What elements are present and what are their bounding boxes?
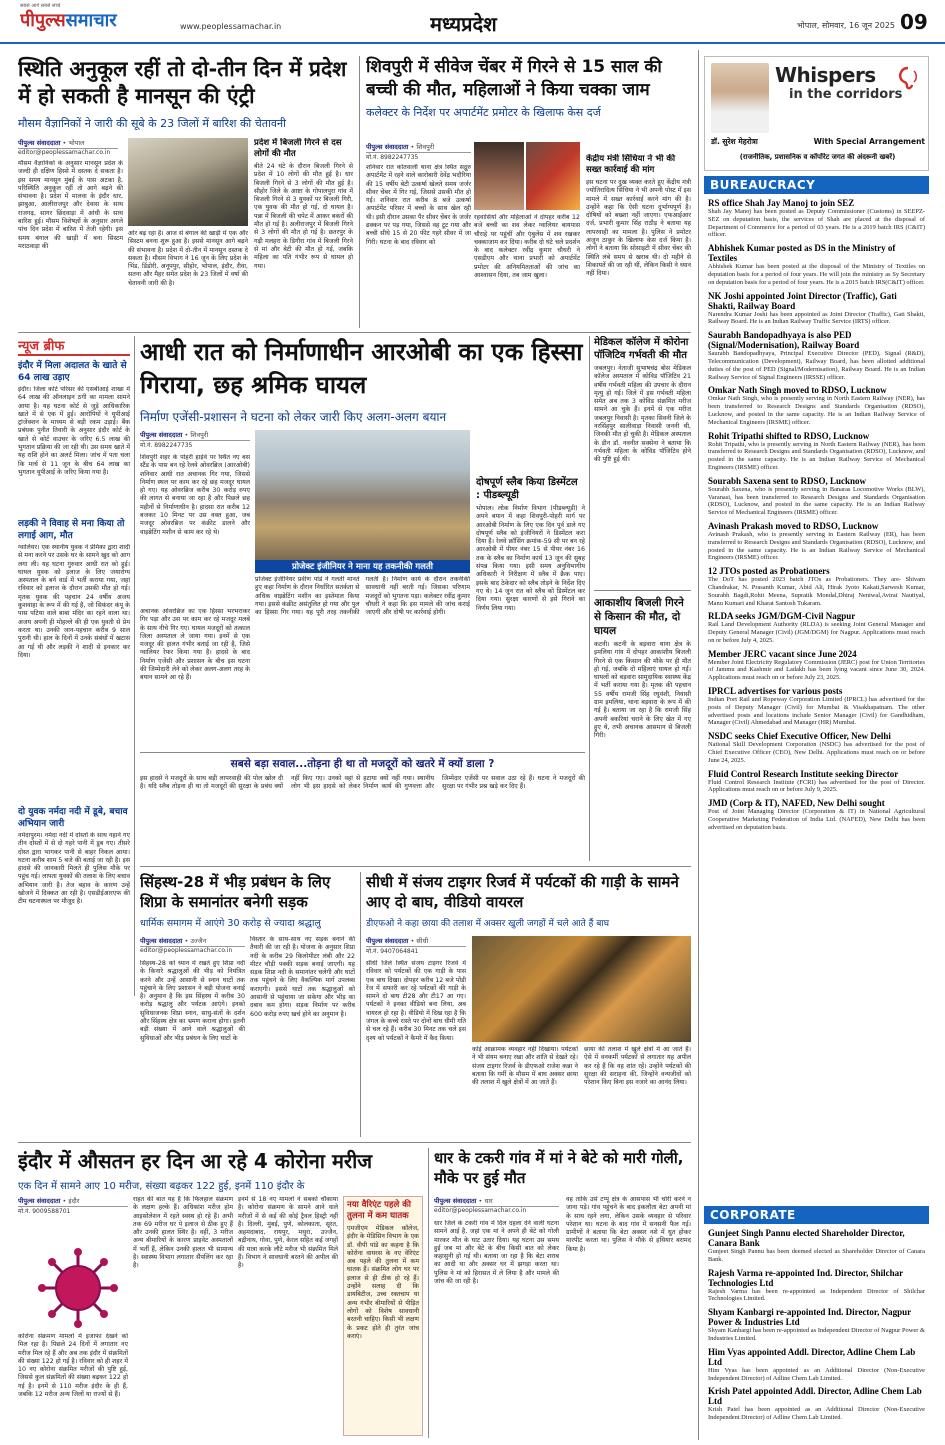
monsoon-story — [18, 56, 353, 328]
dhar-byline: पीपुल्स संवाददाता • धार — [434, 1196, 559, 1207]
shivpuri-body-1: शनिवार रात कोतवाली थाना क्षेत्र स्थित सद्गुरु अपार्टमेंट में रहने वाले कारोबारी देवेंद्र भदौरिया की 15 वर्षीय बेटी उत्कर्षा खेलते समय जर्जर सीवर चेंबर में गिर गई, जिससे उसकी मौत हो गई। शनिवार रात करीब 8 बजे उत्कर्षा अपार्टमेंट परिसर में बच्चों के साथ खेल रही थी। इसी दौरान उसका पैर सीवर चेंबर के जर्जर ढक्कन पर पड़ गया, जिससे वह टूट गया और बच्ची सीधे 15 से 20 फीट गहरे सीवर में जा गिरी। घटना के बाद रविवार को — [366, 164, 471, 246]
byline-author: पीपुल्स संवाददाता — [366, 143, 409, 151]
bureaucracy-item-head: Sourabh Saxena sent to RDSO, Lucknow — [708, 475, 867, 486]
corporate-item-head: Rajesh Varma re-appointed Ind. Director, Shilchar Technologies Ltd — [708, 1267, 903, 1288]
monsoon-subhead: मौसम वैज्ञानिकों ने जारी की सूबे के 23 जिलों में बारिश की चेतावनी — [18, 117, 286, 130]
corporate-section — [704, 1206, 929, 1440]
pwd-sidebar-title: दोषपूर्ण स्लैब किया डिस्मेंटल : पीडब्ल्यूडी — [476, 477, 578, 501]
byline-place: भोपाल — [68, 139, 85, 147]
engineer-caption: प्रोजेक्ट इंजीनियर ने माना यह तकनीकी गलती — [255, 560, 470, 573]
corporate-item-head: Krish Patel appointed Addl. Director, Adline Chem Lab Ltd — [708, 1386, 922, 1407]
rob-subhead: निर्माण एजेंसी-प्रशासन ने घटना को लेकर जारी किए अलग-अलग बयान — [140, 410, 447, 424]
corporate-list — [704, 1228, 929, 1422]
page-number: 09 — [900, 10, 928, 34]
byline-place: शिवपुरी — [190, 431, 209, 439]
tiger-headline: सीधी में संजय टाइगर रिजर्व में पर्यटकों की गाड़ी के सामने आए दो बाघ, वीडियो वायरल — [366, 873, 679, 911]
covid-pregnant-story — [594, 336, 691, 576]
bureaucracy-item-body: Narendra Kumar Joshi has been appointed as Joint Director (Traffic), Gati Shakti, Railway Board. He is an Indian Railway Traffic Service (IRTS) officer. — [708, 310, 925, 326]
website-link[interactable]: www.peoplessamachar.in — [180, 22, 282, 31]
bureaucracy-item-head: Fluid Control Research Institute seeking Director — [708, 768, 899, 779]
simhastha-byline: पीपुल्स संवाददाता • उज्जैन — [140, 936, 245, 947]
big-question-box — [140, 752, 585, 857]
brief-3-title: दो युवक नर्मदा नदी में डूबे, बचाव अभियान जारी — [18, 807, 128, 829]
brief-2-body: ग्वालियर। एक स्थानीय युवक ने प्रेमिका द्वारा शादी से मना करने पर उसके घर के सामने खुद को आग लगा ली। यह घटना गुरुवार आधी रात को हुई। घायल युवक को इलाज के लिए जयारोग्य अस्पताल के बर्न वार्ड में भर्ती कराया गया, जहां रविवार को इलाज के दौरान उसकी मौत हो गई। मृतक युवक की पहचान 24 वर्षीय अजय कुशवाहा के रूप में की गई है, जो सिकंदर कंपू के पास पटिया वाले बाबा मंदिर का रहने वाला था। अजय अपनी ही मोहल्ले की ही एक युवती से प्रेम करता था। उनकी जान-पहचान करीब 9 साल पुरानी थी। हाल के दिनों में उनके संबंधों में खटास आ गई थी और लड़की ने शादी से इनकार कर दिया। — [18, 544, 130, 659]
indore-covid-subhead: एक दिन में सामने आए 10 मरीज, संख्या बढ़कर 122 हुई, इनमें 110 इंदौर के — [18, 1181, 305, 1192]
corporate-item-body: Shyam Kanbargi has been re-appointed as Independent Director of Nagpur Power & Industries Limited. — [708, 1327, 925, 1342]
tiger-body-3: छाया की तलाश में खुले क्षेत्रों में आ जाते हैं। ऐसे में वनकर्मी पर्यटकों से लगातार यह अपील कर रहे हैं कि वह शांत रहें। उन्होंने पर्यटकों की सुरक्षा की सराहना की, जिन्होंने वन्यजीवों को परेशान किए बिना इस नजारे का आनंद लिया। — [584, 1046, 691, 1087]
byline-author: पीपुल्स संवाददाता — [18, 139, 61, 147]
covid-pregnant-body: जबलपुर। नेताजी सुभाषचंद्र बोस मेडिकल कॉलेज अस्पताल में कोविड पॉजिटिव 21 वर्षीय गर्भवती महिला की उपचार के दौरान मृत्यु हो गई। जिले में इस गर्भवती महिला समेत अब तक 3 कोविड संक्रमित मरीज सामने आ चुके हैं। इनमें से एक मरीज जबलपुर निवासी है। मृतका सिवनी जिले के नरसिंहपुर सालीवाड़ा निवासी जननी थी, जिनकी मौत हो चुकी है। मेडिकल अस्पताल के डीन डॉ. नवनीत सक्सेना ने बताया कि गर्भवती महिला के कोविड पॉजिटिव होने की पुष्टि हुई थी। — [594, 365, 691, 464]
monsoon-body-1: मौसम वैज्ञानिकों के अनुसार मानसून प्रदेश के जल्दी ही दक्षिण हिस्से में दस्तक दे सकता है। इस समय मानसून मुंबई के पास अटका है, परिस्थिति अनुकूल रहीं तो आगे बढ़ने की संभावना है। प्रदेश में मालवा के इंदौर धार, झाबुआ, आलीराजपुर और देवास के साथ राजगढ़, सागर छिंदवाड़ा में आंधी के साथ बारिश हुई। मौसम विशेषज्ञों के अनुसार अगले पांच दिन प्रदेश में बारिश में तेजी रहेगी। इस समय बंगाल की खाड़ी में बना सिस्टम मराठवाड़ा की — [18, 160, 123, 250]
scindia-sidebar — [586, 154, 691, 326]
bureaucracy-item-head: Member JERC vacant since June 2024 — [708, 648, 857, 659]
tigers-photo — [472, 936, 691, 1042]
byline-author: पीपुल्स संवाददाता — [18, 1197, 61, 1205]
dhar-email: editor@peoplessamachar.co.in — [434, 1207, 527, 1214]
dateline: भोपाल, सोमवार, 16 जून 2025 — [797, 21, 895, 30]
byline-author: पीपुल्स संवाददाता — [434, 1197, 477, 1205]
monsoon-byline: पीपुल्स संवाददाता • भोपाल — [18, 138, 118, 149]
rob-mobile: मो.नं. 8982247735 — [140, 442, 193, 449]
whispers-title: Whispers — [775, 63, 876, 87]
lightning-sidebar-body: बीते 24 घंटे के दौरान बिजली गिरने से प्रदेश में 10 लोगों की मौत हुई है। धार बिजली गिरने से 3 लोगों की मौत हुई है। सीहोर जिले के आष्टा के गोपालपुरा गांव में बिजली गिरने से 3 युवकों पर बिजली गिरी, एक युवक की मौत हो गई, दो घायल है। पन्ना में बिजली की चपेट में आकर बकरों की मौत हो गई है। अलीराजपुर में बिजली गिरने से 3 लोगों की मौत हो गई है। छतरपुर के गढ़ी मलहरा के डिगौरा गांव में बिजली गिरने से मां और बेटी की मौत हो गई, जबकि महिला का पति गंभीर रूप से घायल हो गया। — [254, 163, 353, 270]
bureaucracy-list — [704, 198, 929, 832]
brand-right: समाचार — [65, 10, 117, 31]
indore-covid-headline: इंदौर में औसतन हर दिन आ रहे 4 कोरोना मरीज — [18, 1149, 373, 1173]
farmer-lightning-story — [594, 596, 691, 861]
dhar-body-2: वह ताकि उसे टप्पू क्षेत्र के आसपास भी चोरी करने न जाना पड़े। गांव पहुंचने के बाद इकलौता बेटा अपनी मां के साथ रहने लगा, लेकिन उसके व्यवहार से परिवार परेशान था। घटना के बाद गांव में सनसनी फैल गई। ग्रामीणों ने बताया कि बेटा अक्सर नशे में धुत होकर मारपीट करता था। पुलिस ने मौके से हथियार बरामद किया है। — [566, 1196, 691, 1253]
byline-author: पीपुल्स संवाददाता — [140, 431, 183, 439]
bureaucracy-item-body: Avinash Prakash, who is presently serving in Eastern Railway (ER), has been transferred to Research Designs and Standards Organisation (RDSO), Lucknow, and posted in the same capacity. He is an Indian Railway Service of Mechanical Engineers (IRSME) officer. — [708, 530, 925, 562]
bureaucracy-item-head: Omkar Nath Singh moved to RDSO, Lucknow — [708, 385, 887, 396]
shivpuri-headline: शिवपुरी में सीवेज चेंबर में गिरने से 15 साल की बच्ची की मौत, महिलाओं ने किया चक्का जाम — [366, 57, 662, 100]
rob-body-1: शिवपुरी शहर के पोहरी हाईवे पर स्थित नए बस स्टैंड के पास बन रहे रेलवे ओवरब्रिज (आरओबी) शनिवार आधी रात अचानक गिर गया, जिससे निर्माण स्थल पर काम कर रहे छह मजदूर घायल हो गए। यह ओवरब्रिज करीब 30 करोड़ रुपए की लागत से बनाया जा रहा है और पिछले छह महीनों से निर्माणाधीन है। हादसा रात करीब 12 बजकर 10 मिनट पर उस वक्त हुआ, जब मजदूर ओवरब्रिज पर कंक्रीट डालने और वाइब्रेटिंग मशीन से काम कर रहे थे। — [140, 454, 250, 536]
author-photo — [711, 63, 769, 133]
bureaucracy-item-head: RLDA seeks JGM/DGM-Civil Nagpur — [708, 611, 856, 622]
variant-box — [343, 1196, 423, 1436]
corporate-item-body: Gunjeet Singh Pannu has been deemed elected as Shareholder Director of Canara Bank. — [708, 1248, 925, 1263]
brand-tagline: सबसे आगे सबसे सच्चे — [20, 3, 61, 9]
brief-3-body: नर्मदापुरम। नर्मदा नदी में दोस्तों के साथ नहाने गए तीन दोस्तों में से दो गहरे पानी में डूब गए। तीसरे दोस्त द्वारा भागकर पानी से बाहर निकल आया। घटना करीब शाम 5 बजे की बताई जा रही है। इस हादसे की जानकारी मिलते ही पुलिस मौके पर पहुंच गई। लापता युवकों की तलाश के लिए बचाव अभियान जारी है। तेज बहाव के कारण उन्हें खोजने में दिक्कत आ रही है। एसडीईआरएफ की टीम घटनास्थल पर मौजूद है। — [18, 832, 130, 906]
indore-covid-story — [18, 1148, 423, 1438]
bureaucracy-label: BUREAUCRACY — [704, 176, 929, 194]
bureaucracy-item-head: Abhishek Kumar posted as DS in the Ministry of Textiles — [708, 243, 896, 264]
news-brief-label: न्यूज ब्रीफ — [18, 336, 130, 356]
rob-engineer-body: प्रोजेक्ट इंजीनियर प्रवीण पांडे ने गलती मानते हुए कहा निर्माण के दौरान निर्धारित सतर्कता से अधिक वाइब्रेटिंग मशीन का इस्तेमाल किया गया। इससे कंक्रीट असंतुलित हो गया और पुल का हिस्सा गिर गया। यह पूरी तरह तकनीकी गलती है। निर्माण कार्य के दौरान तकनीकी सावधानी नहीं बरती गई। जिसका परिणाम मजदूरों को भुगतना पड़ा। कलेक्टर रवींद्र कुमार चौधरी ने कहा कि इस मामले की जांच कराई जाएगी और दोषी पर कार्रवाई होगी। — [255, 576, 470, 617]
bureaucracy-item-body: Saurabh Bandopadhyaya, Principal Executive Director (PED), Signal (R&D), Telecommunication (Development), Railway Board, has been allotted additional duties of the post of PED (Signal/Modernisation), Railway Board. He is an Indian Railway Service of Signal Engineers (IRSSE) officer. — [708, 350, 925, 381]
covid-pregnant-title: मेडिकल कॉलेज में कोरोना पॉजिटिव गर्भवती की मौत — [594, 337, 689, 361]
shivpuri-byline: पीपुल्स संवाददाता • शिवपुरी — [366, 142, 471, 153]
rob-story — [140, 336, 585, 861]
byline-place: सीधी — [416, 937, 429, 945]
simhastha-headline: सिंहस्थ-28 में भीड़ प्रबंधन के लिए शिप्रा के समानांतर बनेगी सड़क — [140, 873, 331, 911]
byline-place: शिवपुरी — [416, 143, 435, 151]
indore-covid-byline: पीपुल्स संवाददाता • इंदौर — [18, 1196, 128, 1207]
bureaucracy-item-head: NSDC seeks Chief Executive Officer, New Delhi — [708, 731, 891, 742]
whisper-ear-icon — [895, 65, 921, 91]
simhastha-body-1: सिंहस्थ-28 को ध्यान में रखते हुए शिप्रा नदी के किनारे श्रद्धालुओं की भीड़ को नियंत्रित करने और उन्हें आसानी से स्नान घाटों तक पहुंचाने के लिए प्रशासन ने बड़ी योजना बनाई है। अनुमान है कि इस सिंहस्थ में करीब 30 करोड़ श्रद्धालु और पर्यटक आएंगे। इनको सुविधाजनक शिप्रा स्नान, साधु-संतों के दर्शन और सिंहस्थ क्षेत्र का भ्रमण कराना होगा। इतनी बड़ी संख्या में आने वाले श्रद्धालुओं की सुविधाओं और भीड़ प्रबंधन के लिए घाटों के — [140, 960, 245, 1042]
whispers-tagline: (राजनीतिक, प्रशासनिक व कॉर्पोरेट जगत की अंदरूनी खबरें) — [739, 153, 896, 161]
shivpuri-body-2: रहवासियों और महिलाओं ने दोपहर करीब 12 बजे बच्ची का शव लेकर ग्वालियर बायपास चौराहे पर पहुंचीं और एंबुलेंस में शव रखकर चक्काजाम कर दिया। करीब दो घंटे चले प्रदर्शन के बाद कलेक्टर रवींद्र कुमार चौधरी ने एसडीएम और थाना प्रभारी को अपार्टमेंट प्रमोटर की अनियमितताओं की जांच का आश्वासन दिया, तब जाम खुला। — [474, 214, 580, 280]
collapsed-bridge-photo — [255, 430, 470, 560]
simhastha-body-2: विस्तार के साथ-साथ नए सड़क बनाने की तैयारी की जा रही है। योजना के अनुसार शिप्रा नदी के करीब 29 किलोमीटर लंबी और 22 मीटर चौड़ी पक्की सड़क बनाई जाएगी। यह सड़क शिप्रा नदी के समानांतर चलेगी और घाटों तक पहुंचने के लिए वैकल्पिक मार्ग उपलब्ध कराएगी। इससे घाटों तक श्रद्धालुओं को आसानी से पहुंचाया जा सकेगा और भीड़ का दबाव कम होगा। सड़क निर्माण पर करीब 600 करोड़ रुपए खर्च होने का अनुमान है। — [250, 936, 355, 1018]
tiger-body-1: सीधी जिले स्थित संजय टाइगर रिजर्व में रविवार को पर्यटकों की एक गाड़ी के पास एक बाघ दिखा। दोपहर करीब 12 बजे पोंडी रेंज में सफारी कर रहे पर्यटकों की गाड़ी के सामने दो बाघ टी28 और टी17 आ गए। पर्यटकों ने इनका वीडियो बना लिया, अब वायरल हो रहा है। वीडियो में दिख रहा है कि जंगल के कच्चे रास्ते पर दोनों बाघ धीमी गति से चल रहे हैं। करीब 30 मिनट तक चले इस दृश्य को पर्यटकों ने कैमरे में कैद किया। — [366, 960, 466, 1042]
big-question-body: इस हादसे ने मजदूरों के साथ बड़ी लापरवाही की पोल खोल दी है। यदि स्लैब तोड़ना ही था तो मजदूरों की सुरक्षा के प्रबंध क्यों नहीं किए गए। उनको वहां से हटाया क्यों नहीं गया। स्थानीय लोग भी इस हादसे को लेकर निर्माण कार्य की गुणवत्ता और जिम्मेदार एजेंसी पर सवाल उठा रहे हैं। घटना ने मजदूरों की सुरक्षा पर गंभीर प्रश्न खड़े कर दिए हैं। — [140, 775, 585, 791]
bureaucracy-item-body: Omkar Nath Singh, who is presently serving in North Eastern Railway (NER), has been transferred to Research Designs and Standards Organisation (RDSO), Lucknow, and posted in the same capacity. He is an Indian Railway Service of Mechanical Engineers (IRSME) officer. — [708, 395, 925, 426]
farmer-lightning-body: कटनी। कटनी के बड़वारा थाना क्षेत्र के इमलिया गांव में दोपहर आकाशीय बिजली गिरने से एक किसान की मौके पर ही मौत हो गई, जबकि दो महिलाएं घायल हो गईं। घायलों को बड़वारा सामुदायिक स्वास्थ्य केंद्र में भर्ती कराया गया है। मृतक की पहचान 55 वर्षीय रामजी सिंह रघुवंशी, निवासी ग्राम इमलिया, थाना बड़वारा के रूप में की गई है। बताया जा रहा है कि रामजी सिंह अपनी बकरियां चराने के लिए खेत में गए हुए थे, तभी अचानक आसमान से बिजली गिरी। — [594, 641, 691, 740]
whispers-author: डॉ. सुरेश मेहरोत्रा — [711, 137, 758, 146]
shivpuri-mobile: मो.नं. 8982247735 — [366, 154, 419, 161]
bureaucracy-item-head: 12 JTOs posted as Probationers — [708, 566, 830, 577]
bureaucracy-item-body: The DoT has posted 2023 batch JTOs as Probationers. They are- Shivam Chandrakar, N. Prasanth Kumar, Abid Ali, Hirak Jyoto Kakati,Sarwesh Kumar, Sourabh Bagdi,Rohit Meena, Supratik Mondal,Dhiraj Neniwal,Avirat Nautiyal, Manu Kumari and Kharat Santosh Tukaram. — [708, 576, 925, 607]
lightning-sidebar-title: प्रदेश में बिजली गिरने से दस लोगों की मौत — [254, 138, 342, 159]
lightning-sidebar — [254, 138, 353, 328]
whispers-arrangement: With Special Arrangement — [813, 137, 925, 146]
virus-illustration — [38, 1248, 118, 1328]
corporate-label: CORPORATE — [704, 1206, 929, 1224]
bureaucracy-item-head: IPRCL advertises for various posts — [708, 686, 843, 697]
tiger-byline: पीपुल्स संवाददाता • सीधी — [366, 936, 466, 947]
byline-place: धार — [484, 1197, 493, 1205]
bureaucracy-item-body: Post of Joint Managing Director (Corporation & IT) in National Agricultural Cooperative Marketing Federation of India Ltd. (NAFED), New Delhi has been advertised on deputation basis. — [708, 808, 925, 831]
bureaucracy-item-body: Shah Jay Manoj has been posted as Deputy Commissioner (Customs) in SEEPZ-SEZ on deputation basis, the services of Shah are placed at the disposal of Department of Commerce for a period of 03 years. He is a 2019 batch IRS (C&IT) officer. — [708, 208, 925, 239]
bureaucracy-item-head: Saurabh Bandopadhyaya is also PED (Signal/Modernisation), Railway Board — [708, 330, 860, 351]
bureaucracy-item-body: National Skill Development Corporation (NSDC) has advertised for the post of Chief Executive Officer (CEO), New Delhi. Applications must reach on or before June 24, 2025. — [708, 741, 925, 764]
byline-place: इंदौर — [68, 1197, 80, 1205]
byline-author: पीपुल्स संवाददाता — [366, 937, 409, 945]
pwd-sidebar-body: भोपाल। लोक निर्माण विभाग (पीडब्ल्यूडी) ने अपने बयान में कहा शिवपुरी-पोहरी मार्ग पर आरओबी निर्माण के लिए एक दिन पूर्व डाले गए दोषपूर्ण स्लैब को इंजीनियरों ने डिस्मेंटल करा दिया है। रेलवे क्रॉसिंग क्रमांक-59 सी पर बन रहे आरओबी में पीयर नंबर 15 से पीयर नंबर 16 तक के स्लैब का निर्माण कार्य 13 जून की सुबह संपन्न किया गया। इसी समय अनुविभागीय अधिकारी ने निरीक्षण में स्लैब में क्रैक पाए। इसके बाद ठेकेदार को स्लैब तोड़ने के निर्देश दिए गए थे। 14 जून रात को स्लैब को डिस्मेंटल कर दिया गया। सुरक्षा कारणों से इसे गिराने का निर्णय लिया गया। — [476, 505, 585, 612]
bureaucracy-item-body: Abhishek Kumar has been posted at the disposal of the Ministry of Textiles on deputation basis for a period of four years. He will join the ministry as Sy Secretary on deputation basis for a period of four years. He is a 2015 batch IRS(C&IT) officer. — [708, 263, 925, 286]
simhastha-subhead: धार्मिक समागम में आएंगे 30 करोड़ से ज्यादा श्रद्धालु — [140, 918, 321, 929]
scindia-sidebar-title: केंद्रीय मंत्री सिंधिया ने भी की सख्त कार्रवाई की मांग — [586, 154, 676, 175]
rob-headline: आधी रात को निर्माणाधीन आरओबी का एक हिस्सा गिराया, छह श्रमिक घायल — [140, 338, 583, 399]
news-brief-column — [18, 336, 130, 996]
bureaucracy-item-head: Rohit Tripathi shifted to RDSO, Lucknow — [708, 430, 870, 441]
dhar-body-1: धार जिले के टकरी गांव में दिल दहला देने वाली घटना सामने आई है, जहां एक मां ने अपने ही बेटे को गोली मारकर मौत के घाट उतार दिया। यह घटना उस समय हुई जब मां और बेटे के बीच किसी बात को लेकर कहासुनी हो गई थी। बताया जा रहा है कि बेटा शराब का आदी था और अक्सर घर में झगड़ा करता था। पुलिस ने मां को हिरासत में ले लिया है और मामले की जांच की जा रही है। — [434, 1220, 559, 1286]
whispers-header — [704, 56, 929, 171]
corporate-item-head: Shyam Kanbargi re-appointed Ind. Director, Nagpur Power & Industries Ltd — [708, 1307, 911, 1328]
bureaucracy-item-body: Indian Port Rail and Ropeway Corporation Limited (IPRCL) has advertised for the posts of Deputy Manager (Civil) for Mumbai & Visakhapatnam. The other advertised posts and locations include Senior Manager (Civil) for Gandhidham, Manager (Civil) Ahmedabad and Manager (HR) Mumbai. — [708, 696, 925, 727]
monsoon-email: editor@peoplessamachar.co.in — [18, 149, 111, 156]
simhastha-email: editor@peoplessamachar.co.in — [140, 947, 233, 954]
tiger-body-2: कोई आक्रामक व्यवहार नहीं दिखाया। पर्यटकों ने भी संयम बनाए रखा और शांति से देखते रहे। संजय टाइगर रिजर्व के डीएफओ राजेश कन्ना ने बताया कि गर्मी के मौसम में बाघ अक्सर छाया की तलाश में खुले क्षेत्रों में आ जाते हैं। — [472, 1046, 578, 1087]
masthead — [0, 0, 945, 44]
corporate-item-head: Him Vyas appointed Addl. Director, Adline Chem Lab Ltd — [708, 1346, 916, 1367]
rain-photo — [128, 138, 248, 226]
bureaucracy-item-body: Fluid Control Research Institute (FCRI) has advertised for the post of Director. Applications must reach on or before July 9, 2025. — [708, 778, 925, 794]
indore-covid-body-1: कोरोना संक्रमण मामलों में इजाफा देखने को मिल रहा है। पिछले 24 दिनों में लगातार नए मरीज मिल रहे हैं और अब तक इंदौर में संक्रमितों की संख्या 122 हो गई है। रविवार को ही शहर में 10 नए कोरोना संक्रमित मरीजों की पुष्टि हुई, जिससे कुल संक्रमितों की संख्या बढ़कर 122 हो गई है। इनमें से 110 मरीज इंदौर के ही हैं, जबकि 12 मरीज अन्य जिलों या राज्यों से हैं। — [18, 1333, 128, 1399]
brief-1-title: इंदौर में मिला अदालत के खाते से 64 लाख उड़ाए — [18, 361, 127, 383]
shivpuri-story — [366, 56, 691, 328]
pwd-sidebar — [476, 476, 585, 748]
brief-2-title: लड़की ने विवाह से मना किया तो लगाई आग, मौत — [18, 519, 125, 541]
corporate-item-body: Him Vyas has been appointed as an Additional Director (Non-Executive Independent Director) of Adline Chem Lab Limited. — [708, 1366, 925, 1382]
scindia-sidebar-body: इस घटना पर दुख व्यक्त करते हुए केंद्रीय मंत्री ज्योतिरादित्य सिंधिया ने भी अपनी पोस्ट में इस मामले में सख्त कार्रवाई करने मांग की है। उन्होंने कहा कि ऐसी घटना दुर्भाग्यपूर्ण है। दोषियों को बख्शा नहीं जाएगा। एफआईआर दर्ज, प्रभारी कुमार सिंह राठौड़ ने बताया यह लापरवाही का मामला है। पुलिस ने प्रमोटर अजुन ठाकुर के खिलाफ केस दर्ज किया है। लोगों ने बताया कि सोसाइटी में सीवर चेंबर की स्थिति लंबे समय से खराब थी। दो महीने से शिकायतें की जा रही थीं, लेकिन किसी ने ध्यान नहीं दिया। — [586, 179, 691, 278]
bureaucracy-item-body: Rail Land Development Authority (RLDA) is seeking Joint General Manager and Deputy General Manager (Civil) (JGM/DGM) for Nagpur. Applications must reach on or before July 4, 2025. — [708, 621, 925, 644]
whispers-logo — [775, 63, 925, 135]
bureaucracy-item-head: RS office Shah Jay Manoj to join SEZ — [708, 198, 855, 208]
girl-photo — [474, 142, 524, 210]
monsoon-headline: स्थिति अनुकूल रहीं तो दो-तीन दिन में प्रदेश में हो सकती है मानसून की एंट्री — [18, 57, 347, 108]
bureaucracy-section — [704, 176, 929, 1206]
byline-author: पीपुल्स संवाददाता — [140, 937, 183, 945]
tiger-subhead: डीएफओ ने कहा छाया की तलाश में अक्सर खुली जगहों में चले आते हैं बाघ — [366, 919, 610, 929]
protest-photo — [526, 142, 580, 210]
farmer-lightning-title: आकाशीय बिजली गिरने से किसान की मौत, दो घायल — [594, 597, 684, 637]
simhastha-story — [140, 872, 355, 1137]
variant-box-title: नया वैरिएंट पहले की तुलना में कम घातक — [347, 1200, 411, 1221]
brand-logo — [20, 8, 180, 32]
variant-box-body: एमजीएम मेडिकल कॉलेज, इंदौर के मेडिसिन विभाग के एक डॉ. वीपी पांडे का कहना है कि कोरोना वायरस के नए वेरिएंट अब पहले की तुलना में कम घातक हैं। संक्रमित लोग घर पर इलाज से ही ठीक हो रहे हैं। उन्होंने सलाह दी कि डायबिटीज, उच्च रक्तचाप या अन्य गंभीर बीमारियों से पीड़ित लोगों को विशेष सावधानी बरतनी चाहिए। किसी भी लक्षण के प्रकट होते ही तुरंत जांच कराएं। — [347, 1225, 419, 1340]
brand-left: पीपुल्स — [20, 10, 66, 31]
big-question-title: सबसे बड़ा सवाल...तोड़ना ही था तो मजदूरों को खतरे में क्यों डाला ? — [230, 758, 495, 770]
bureaucracy-item-body: Rohit Tripathi, who is presently serving in North Eastern Railway (NER), has been transferred to Research Designs and Standards Organisation (RDSO), Lucknow, and posted in the same capacity. He is an Indian Railway Service of Mechanical Engineers (IRSME) officer. — [708, 440, 925, 471]
rob-body-2: अचानक ओवरब्रिज का एक हिस्सा भरभराकर गिर पड़ा और उस पर काम कर रहे मजदूर मलबे के साथ नीचे गिर गए। घायल मजदूरों को तत्काल जिला अस्पताल ले जाया गया। इनमें से एक मजदूर की हालत गंभीर बताई जा रही है, जिसे ग्वालियर रेफर किया गया है। हादसे के बाद निर्माण एजेंसी और प्रशासन के बीच इस घटना की जिम्मेदारी लेने को लेकर अलग-अलग तरह के बयान सामने आ रहे हैं। — [140, 608, 250, 682]
bureaucracy-item-head: JMD (Corp & IT), NAFED, New Delhi sought — [708, 798, 885, 809]
byline-place: उज्जैन — [190, 937, 207, 945]
corporate-item-body: Krish Patel has been appointed as an Additional Director (Non-Executive Independent Director) of Adline Chem Lab Limited. — [708, 1406, 925, 1422]
monsoon-body-2: ओर बढ़ रहा है। आज से बंगाल की खाड़ी में एक और सिस्टम बनना शुरू हुआ है। इससे मानसून आगे बढ़ने की संभावना है। प्रदेश में दो-तीन में मानसून दस्तक दे सकता है। मौसम विभाग ने 16 जून के लिए प्रदेश के भिंड, डिंडोरी, अनूपपुर, सीहोर, भोपाल, इंदौर, रीवा, सतना और मैहर समेत प्रदेश के 23 जिलों में वर्षा की चेतावनी जारी की है। — [128, 230, 248, 287]
indore-covid-body-3: इनमें से 18 नए मामलों ने सबको चौंकाया है। कोरोना संक्रमण के सामने आने वाले मरीजों में से कई की कोई ट्रैवल हिस्ट्री नहीं है। दिल्ली, मुंबई, पुणे, कोलकाता, सूरत, अहमदाबाद, रायपुर, मथुरा, उज्जैन, बद्रीनाथ, गोवा, पुणे, केरल सहित कई जगहों की यात्रा करके लौटे मरीज भी संक्रमित मिले हैं। विभाग ने सावधानी बरतने की अपील की है। — [238, 1196, 338, 1270]
bureaucracy-item-head: Avinash Prakash moved to RDSO, Lucknow — [708, 520, 879, 531]
indore-covid-body-2: राहत की बात यह है कि फिलहाल संक्रमण के लक्षण हल्के हैं। अधिकांश मरीज होम आइसोलेशन में रहते स्वस्थ हो रहे हैं। अभी तक 69 मरीज घर पे इलाज से ठीक हुए हैं और उनकी हालत स्थिर है। वहीं, 3 मरीज अन्य बीमारियों के कारण प्राइवेट अस्पतालों में भर्ती हैं, लेकिन उनकी हालत भी सामान्य है। स्वास्थ्य विभाग लगातार सैंपलिंग कर रहा है। — [133, 1196, 233, 1270]
dhar-headline: धार के टकरी गांव में मां ने बेटे को मारी गोली, मौके पर हुई मौत — [434, 1149, 684, 1187]
bureaucracy-item-body: Sourabh Saxena, who is presently serving in Banaras Locomotive Works (BLW), Varanasi, has been transferred to Research Designs and Standards Organisation (RDSO), Lucknow, and posted in the same capacity. He is an Indian Railway Service of Mechanical Engineers (IRSME) officer. — [708, 485, 925, 517]
bureaucracy-item-head: NK Joshi appointed Joint Director (Traffic), Gati Shakti, Railway Board — [708, 290, 897, 311]
rob-byline: पीपुल्स संवाददाता • शिवपुरी — [140, 430, 250, 441]
corporate-item-body: Rajesh Varma has been re-appointed as Independent Director of Shilchar Technologies Limited. — [708, 1287, 925, 1303]
brief-1-body: इंदौर। जिला कोर्ट परिसर की एसबीआई शाखा में 64 लाख की ऑनलाइन ठगी का मामला सामने आया है। यह घटना कोर्ट से जुड़े आधिकारिक खाते में से एक में हुई। आरोपियों ने यूपीआई ट्रांजेक्शन के माध्यम से बड़ी रकम उड़ाई। बैंक प्रबंधक पुनीत तिवारी के अनुसार इंदौर कोर्ट के खाते से कोर्ट वाउचर के जरिए 6.5 लाख की भुगतान प्रक्रिया की जा रही थी। उस समय खाते में यह राशि होने का अलर्ट मिला। जांच में पता चला कि मार्च से 11 जून के बीच 64 लाख का भुगतान यूपीआई के जरिए किया गया है। — [18, 386, 130, 476]
shivpuri-subhead: कलेक्टर के निर्देश पर अपार्टमेंट प्रमोटर के खिलाफ केस दर्ज — [366, 106, 601, 119]
bureaucracy-item-body: Member Joint Electricity Regulatory Commission (JERC) post for Union Territories of Jammu and Kashmir and Ladakh has been lying vacant since June 30, 2024. Applications must reach on or before July 23, 2025. — [708, 658, 925, 682]
whispers-subtitle: in the corridors — [789, 87, 903, 102]
virus-icon — [38, 1248, 118, 1328]
tiger-mobile: मो.नं. 9407064841 — [366, 948, 419, 955]
indore-covid-mobile: मो.नं. 9009588701 — [18, 1208, 71, 1215]
corporate-item-head: Gunjeet Singh Pannu elected Shareholder Director, Canara Bank — [708, 1228, 905, 1248]
tiger-story — [366, 872, 691, 1137]
dhar-story — [434, 1148, 691, 1438]
section-title: मध्यप्रदेश — [430, 12, 497, 36]
